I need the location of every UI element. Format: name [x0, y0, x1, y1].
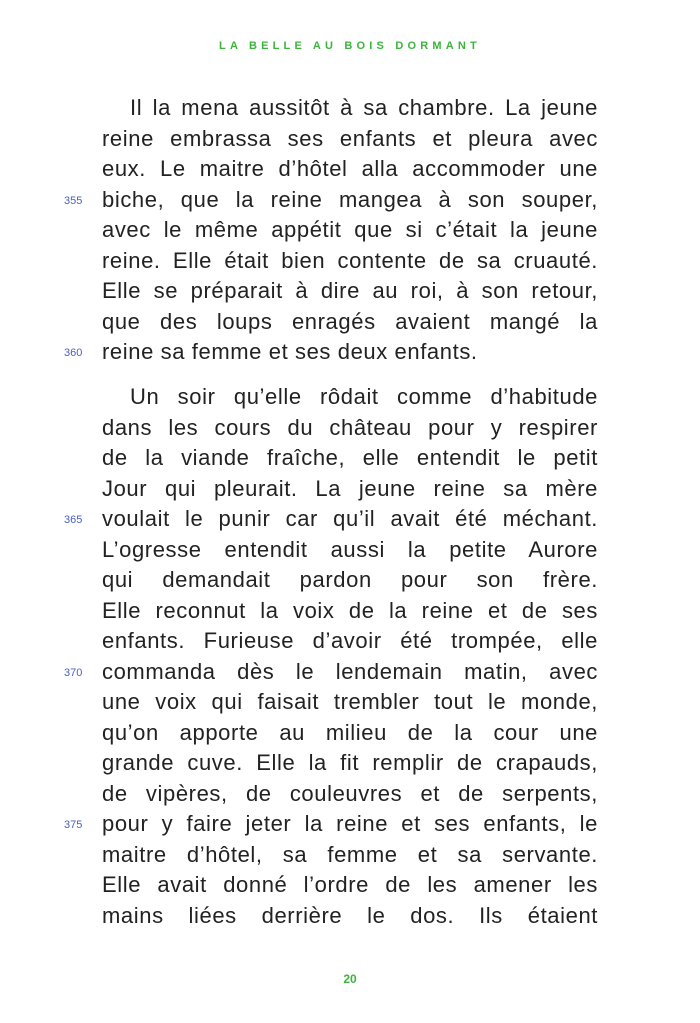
line-text: grande cuve. Elle la fit remplir de crapauds, [102, 750, 598, 775]
text-line [64, 337, 598, 368]
line-text: voulait le punir car qu’il avait été méchant. [102, 506, 598, 531]
text-line [64, 657, 598, 688]
line-text: avec le même appétit que si c’était la jeune [102, 217, 598, 242]
line-text: maitre d’hôtel, sa femme et sa servante. [102, 841, 598, 867]
line-text: L’ogresse entendit aussi la petite Aurore [102, 536, 598, 562]
text-line [102, 779, 598, 810]
line-text: commanda dès le lendemain matin, avec [102, 658, 598, 684]
text-line [102, 413, 598, 444]
line-number: 365 [64, 514, 83, 526]
text-line [102, 901, 598, 932]
text-line [102, 748, 598, 779]
text-line [64, 504, 598, 535]
text-line [64, 809, 598, 840]
text-line [102, 535, 598, 566]
text-line [102, 565, 598, 596]
line-text: une voix qui faisait trembler tout le monde, [102, 689, 598, 714]
text-line [102, 474, 598, 505]
line-text: eux. Le maitre d’hôtel alla accommoder une [102, 156, 598, 181]
body-text [64, 93, 598, 946]
page-number: 20 [343, 972, 357, 986]
line-text: de la viande fraîche, elle entendit le petit [102, 445, 598, 470]
line-text: de vipères, de couleuvres et de serpents, [102, 780, 598, 806]
text-line [102, 626, 598, 657]
text-line [102, 246, 598, 277]
text-line [102, 443, 598, 474]
line-number: 370 [64, 666, 83, 679]
paragraph [64, 382, 598, 931]
line-text: Elle avait donné l’ordre de les amener les [102, 872, 598, 897]
line-text: pour y faire jeter la reine et ses enfants, le [102, 811, 598, 836]
line-number: 360 [64, 347, 83, 359]
line-text: enfants. Furieuse d’avoir été trompée, elle [102, 628, 598, 653]
paragraph [64, 93, 598, 368]
line-text: reine embrassa ses enfants et pleura avec [102, 125, 598, 151]
line-text: que des loups enragés avaient mangé la [102, 308, 598, 334]
text-line [102, 840, 598, 871]
text-line [102, 596, 598, 627]
line-number: 375 [64, 819, 83, 831]
text-line [102, 124, 598, 155]
text-line [102, 276, 598, 307]
line-number: 355 [64, 194, 83, 207]
text-line [102, 382, 598, 413]
line-text: qu’on apporte au milieu de la cour une [102, 719, 598, 745]
text-line [102, 154, 598, 185]
text-line [102, 93, 598, 124]
text-line [102, 718, 598, 749]
line-text: Jour qui pleurait. La jeune reine sa mère [102, 475, 598, 501]
line-text: Elle reconnut la voix de la reine et de ses [102, 597, 598, 623]
text-line [102, 687, 598, 718]
line-text: mains liées derrière le dos. Ils étaient [102, 902, 598, 928]
line-text: dans les cours du château pour y respirer [102, 414, 598, 440]
running-header: LA BELLE AU BOIS DORMANT [219, 40, 481, 52]
line-text: reine. Elle était bien contente de sa cruauté. [102, 247, 598, 273]
line-text: qui demandait pardon pour son frère. [102, 567, 598, 592]
text-line [102, 307, 598, 338]
text-line [102, 870, 598, 901]
text-line [102, 215, 598, 246]
line-text: Elle se préparait à dire au roi, à son retour, [102, 278, 598, 303]
line-text: biche, que la reine mangea à son souper, [102, 186, 598, 212]
line-text: reine sa femme et ses deux enfants. [102, 339, 478, 364]
line-text: Il la mena aussitôt à sa chambre. La jeune [130, 95, 598, 120]
text-line [64, 185, 598, 216]
line-text: Un soir qu’elle rôdait comme d’habitude [130, 384, 598, 409]
